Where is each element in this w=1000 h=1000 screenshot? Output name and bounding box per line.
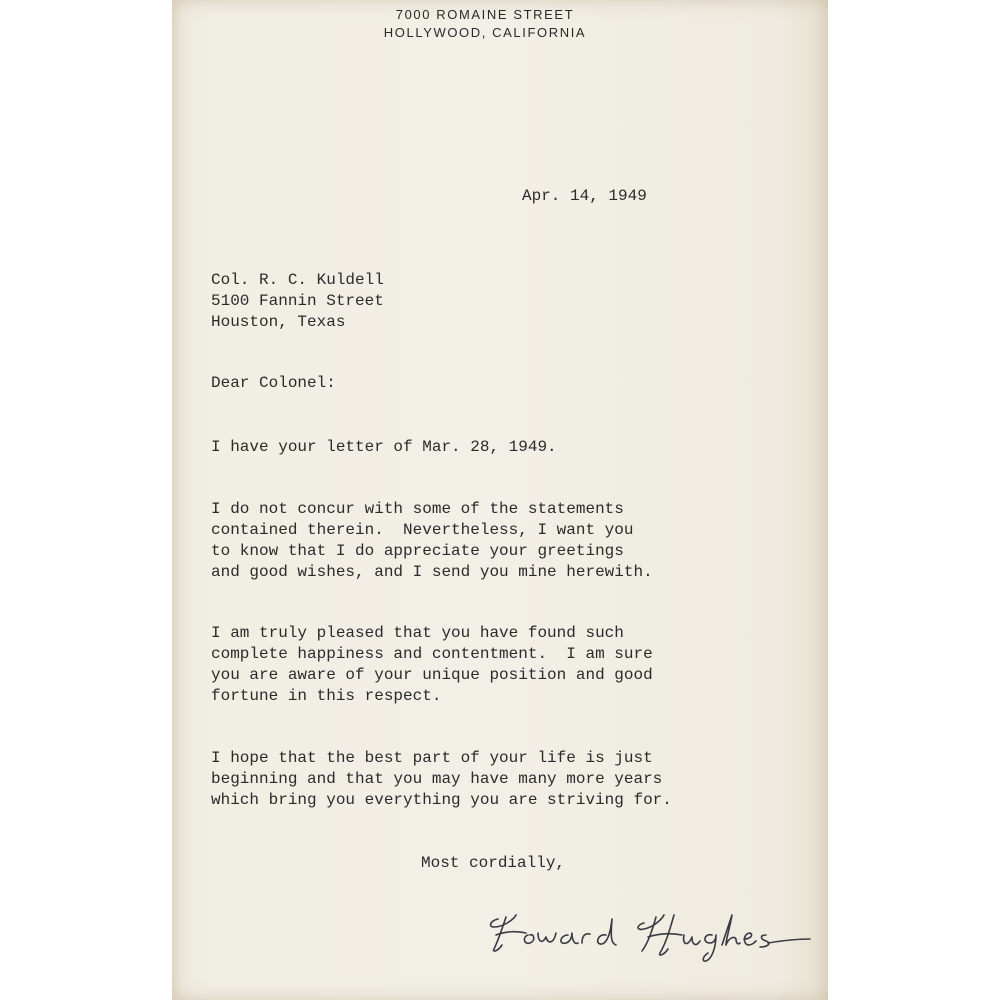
handwritten-signature: [484, 905, 814, 965]
recipient-street: 5100 Fannin Street: [211, 292, 384, 310]
letterhead-street: 7000 ROMAINE STREET: [395, 7, 575, 22]
paragraph-line: you are aware of your unique position and good: [211, 666, 653, 684]
paragraph-4: [211, 748, 672, 811]
paragraph-1: [211, 437, 557, 458]
paragraph-line: I am truly pleased that you have found such: [211, 624, 624, 642]
closing: Most cordially,: [421, 854, 566, 872]
letter-sheet: [172, 0, 828, 1000]
paragraph-line: I have your letter of Mar. 28, 1949.: [211, 438, 557, 456]
paragraph-line: I hope that the best part of your life is just: [211, 749, 653, 767]
letterhead-city: HOLLYWOOD, CALIFORNIA: [383, 25, 587, 40]
paragraph-3: [211, 623, 653, 707]
paragraph-2: [211, 499, 653, 583]
paragraph-line: and good wishes, and I send you mine herewith.: [211, 563, 653, 581]
salutation: Dear Colonel:: [211, 374, 336, 392]
paragraph-line: to know that I do appreciate your greetings: [211, 542, 624, 560]
recipient-name: Col. R. C. Kuldell: [211, 271, 384, 289]
paragraph-line: contained therein. Nevertheless, I want you: [211, 521, 634, 539]
letterhead: [172, 6, 828, 42]
recipient-address: [211, 270, 384, 333]
paragraph-line: I do not concur with some of the statements: [211, 500, 624, 518]
paragraph-line: beginning and that you may have many more years: [211, 770, 663, 788]
recipient-city: Houston, Texas: [211, 313, 346, 331]
paragraph-line: fortune in this respect.: [211, 687, 442, 705]
paragraph-line: which bring you everything you are striving for.: [211, 791, 672, 809]
letter-date: Apr. 14, 1949: [522, 187, 647, 205]
paragraph-line: complete happiness and contentment. I am sure: [211, 645, 653, 663]
